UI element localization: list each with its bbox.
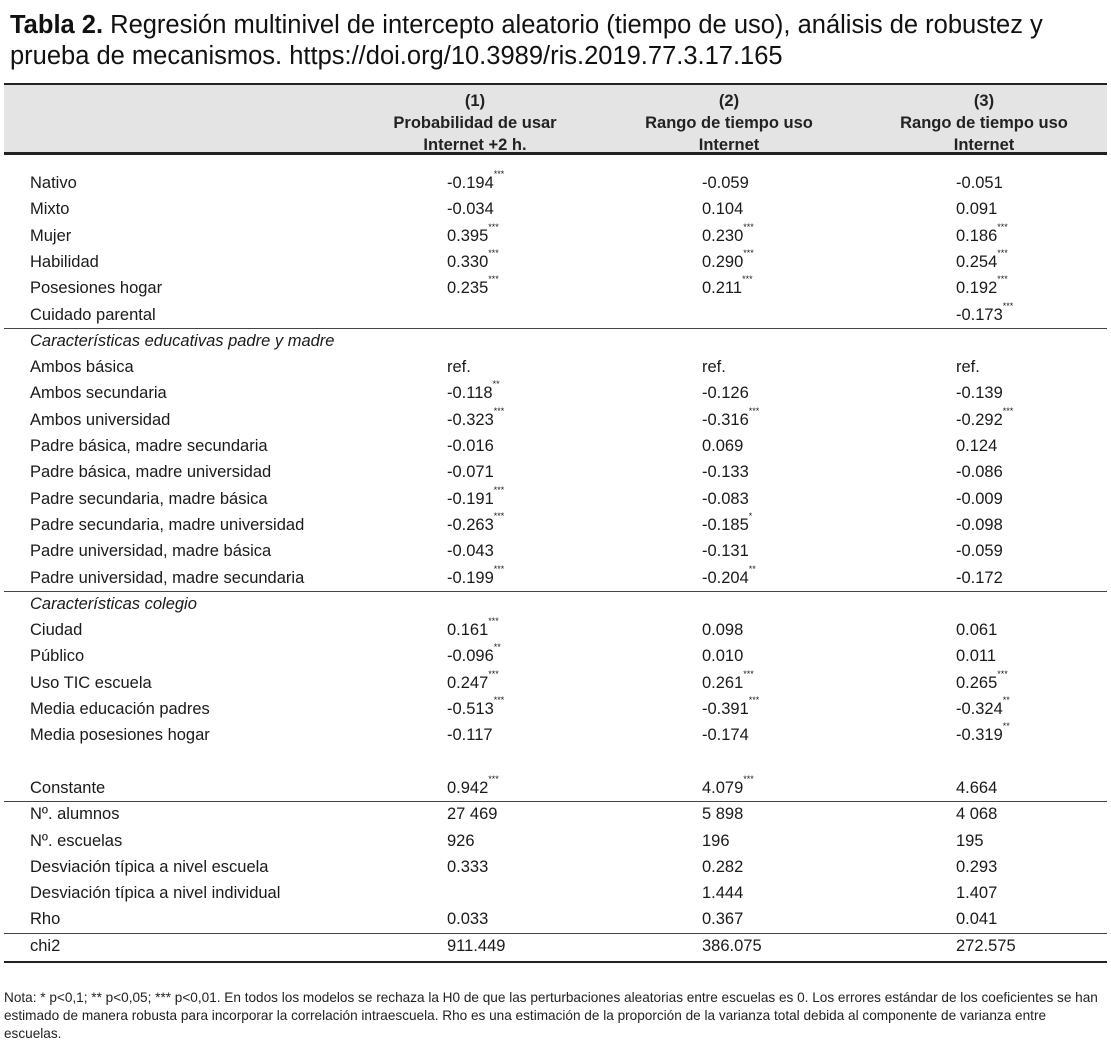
coefficient: 0.282	[702, 858, 744, 876]
value-cell-col1	[447, 828, 475, 854]
value-cell-col1	[447, 538, 494, 564]
coefficient: -0.071	[447, 463, 494, 481]
value-cell-col3	[956, 854, 997, 880]
coefficient: -0.323	[447, 411, 494, 429]
table-rule	[4, 933, 1107, 934]
table-row	[4, 828, 1107, 854]
table-rule	[4, 801, 1107, 802]
coefficient: -0.194	[447, 174, 494, 192]
value-cell-col1	[447, 196, 494, 222]
row-label: Media posesiones hogar	[30, 726, 210, 744]
coefficient: 0.091	[956, 200, 998, 218]
coefficient: -0.131	[702, 542, 749, 560]
significance-stars: ***	[493, 485, 505, 495]
table-row	[4, 433, 1107, 459]
value-cell-col3	[956, 249, 1008, 275]
coefficient: 196	[702, 832, 730, 850]
value-cell-col3	[956, 196, 997, 222]
significance-stars: ***	[488, 274, 499, 284]
coefficient: 911.449	[447, 937, 506, 955]
value-cell-col2	[702, 196, 743, 222]
coefficient: 4.664	[956, 779, 998, 797]
value-cell-col1	[447, 854, 488, 880]
table-row	[4, 538, 1107, 564]
table-row	[4, 275, 1107, 301]
value-cell-col1	[447, 565, 504, 591]
value-cell-col1	[447, 459, 494, 485]
value-cell-col2	[702, 801, 743, 827]
table-row	[4, 170, 1107, 196]
section-heading: Características educativas padre y madre	[30, 332, 335, 350]
value-cell-col3	[956, 486, 1003, 512]
value-cell-col3	[956, 170, 1003, 196]
value-cell-col2	[702, 906, 743, 932]
value-cell-col2	[702, 617, 743, 643]
table-row	[4, 354, 1107, 380]
coefficient: -0.204	[702, 569, 749, 587]
value-cell-col1	[447, 933, 505, 959]
significance-stars: ***	[493, 406, 505, 416]
row-label: Rho	[30, 910, 61, 928]
coefficient: 0.293	[956, 858, 998, 876]
significance-stars: **	[748, 564, 756, 574]
coefficient: -0.086	[956, 463, 1003, 481]
table-row	[4, 854, 1107, 880]
coefficient: 0.161	[447, 621, 489, 639]
table-row	[4, 565, 1107, 591]
row-label: Ambos secundaria	[30, 384, 167, 402]
table-row	[4, 407, 1107, 433]
coefficient: -0.292	[956, 411, 1003, 429]
significance-stars: ***	[488, 774, 499, 784]
coefficient: -0.316	[702, 411, 749, 429]
coefficient: 4 068	[956, 805, 998, 823]
value-cell-col3	[956, 512, 1003, 538]
value-cell-col3	[956, 722, 1010, 748]
section-heading-row	[4, 328, 1107, 354]
coefficient: -0.319	[956, 726, 1003, 744]
value-cell-col3	[956, 880, 997, 906]
significance-stars: ***	[748, 695, 760, 705]
value-cell-col1	[447, 486, 504, 512]
value-cell-col1	[447, 249, 499, 275]
value-cell-col1	[447, 775, 499, 801]
table-row	[4, 302, 1107, 328]
significance-stars: **	[1002, 695, 1010, 705]
coefficient: 0.235	[447, 279, 489, 297]
row-label: Nº. escuelas	[30, 832, 123, 850]
value-cell-col2	[702, 223, 754, 249]
row-label: chi2	[30, 937, 61, 955]
value-cell-col3	[956, 801, 997, 827]
coefficient: 0.104	[702, 200, 744, 218]
coefficient: -0.059	[956, 542, 1003, 560]
value-cell-col3	[956, 670, 1008, 696]
coefficient: -0.513	[447, 700, 494, 718]
coefficient: 0.124	[956, 437, 998, 455]
value-cell-col1	[447, 512, 504, 538]
significance-stars: ***	[488, 616, 499, 626]
coefficient: ref.	[447, 358, 471, 376]
coefficient: 0.041	[956, 910, 998, 928]
value-cell-col1	[447, 617, 499, 643]
coefficient: -0.126	[702, 384, 749, 402]
significance-stars: ***	[997, 669, 1008, 679]
significance-stars: ***	[488, 669, 499, 679]
value-cell-col3	[956, 223, 1008, 249]
value-cell-col1	[447, 670, 499, 696]
row-label: Mujer	[30, 227, 72, 245]
significance-stars: ***	[488, 248, 499, 258]
column-title-line1: Probabilidad de usar	[393, 114, 557, 132]
table-row	[4, 223, 1107, 249]
value-cell-col3	[956, 906, 997, 932]
table-row	[4, 670, 1107, 696]
column-title-line2: Internet +2 h.	[423, 136, 527, 154]
value-cell-col3	[956, 696, 1010, 722]
coefficient: 5 898	[702, 805, 744, 823]
significance-stars: ***	[1002, 301, 1014, 311]
coefficient: 0.367	[702, 910, 744, 928]
row-label: Nativo	[30, 174, 77, 192]
value-cell-col3	[956, 617, 997, 643]
column-header-3	[859, 90, 1109, 156]
coefficient: 4.079	[702, 779, 744, 797]
table-row	[4, 617, 1107, 643]
coefficient: 1.407	[956, 884, 998, 902]
coefficient: -0.118	[447, 384, 493, 402]
value-cell-col1	[447, 354, 471, 380]
value-cell-col1	[447, 643, 501, 669]
value-cell-col2	[702, 249, 754, 275]
coefficient: -0.098	[956, 516, 1003, 534]
row-label: Padre universidad, madre secundaria	[30, 569, 305, 587]
significance-stars: **	[493, 642, 501, 652]
value-cell-col3	[956, 354, 980, 380]
value-cell-col1	[447, 801, 497, 827]
value-cell-col3	[956, 775, 997, 801]
value-cell-col2	[702, 407, 759, 433]
coefficient: 0.265	[956, 674, 998, 692]
value-cell-col1	[447, 722, 493, 748]
value-cell-col2	[702, 880, 743, 906]
value-cell-col3	[956, 407, 1013, 433]
significance-stars: ***	[1002, 406, 1014, 416]
table-row	[4, 775, 1107, 801]
coefficient: 0.033	[447, 910, 489, 928]
coefficient: 0.330	[447, 253, 489, 271]
table-row	[4, 512, 1107, 538]
table-header	[4, 83, 1107, 155]
significance-stars: ***	[743, 669, 754, 679]
value-cell-col2	[702, 828, 730, 854]
significance-stars: ***	[493, 511, 505, 521]
row-label: Padre secundaria, madre básica	[30, 490, 268, 508]
regression-table	[4, 83, 1107, 976]
coefficient: 0.261	[702, 674, 744, 692]
coefficient: 0.395	[447, 227, 489, 245]
table-row	[4, 696, 1107, 722]
table-row	[4, 459, 1107, 485]
coefficient: -0.133	[702, 463, 749, 481]
row-label: Desviación típica a nivel escuela	[30, 858, 269, 876]
value-cell-col1	[447, 433, 494, 459]
coefficient: 926	[447, 832, 475, 850]
coefficient: 0.230	[702, 227, 744, 245]
coefficient: 0.098	[702, 621, 744, 639]
column-header-2	[604, 90, 854, 156]
coefficient: -0.174	[702, 726, 749, 744]
coefficient: 0.942	[447, 779, 489, 797]
value-cell-col3	[956, 933, 1016, 959]
coefficient: 0.186	[956, 227, 998, 245]
value-cell-col2	[702, 354, 726, 380]
value-cell-col2	[702, 775, 754, 801]
table-row	[4, 880, 1107, 906]
coefficient: -0.016	[447, 437, 494, 455]
section-heading-row	[4, 591, 1107, 617]
row-label: Mixto	[30, 200, 70, 218]
value-cell-col1	[447, 380, 500, 406]
significance-stars: ***	[743, 222, 754, 232]
value-cell-col3	[956, 275, 1008, 301]
row-label: Padre universidad, madre básica	[30, 542, 272, 560]
value-cell-col1	[447, 275, 499, 301]
significance-stars: ***	[997, 248, 1008, 258]
significance-stars: ***	[997, 274, 1008, 284]
value-cell-col3	[956, 459, 1003, 485]
coefficient: 272.575	[956, 937, 1016, 955]
coefficient: 386.075	[702, 937, 762, 955]
value-cell-col1	[447, 696, 504, 722]
coefficient: ref.	[956, 358, 980, 376]
value-cell-col2	[702, 643, 743, 669]
value-cell-col3	[956, 565, 1003, 591]
value-cell-col3	[956, 828, 984, 854]
value-cell-col2	[702, 933, 762, 959]
table-rule	[4, 591, 1107, 592]
value-cell-col2	[702, 565, 756, 591]
coefficient: -0.173	[956, 306, 1003, 324]
value-cell-col2	[702, 696, 759, 722]
value-cell-col3	[956, 433, 997, 459]
coefficient: -0.263	[447, 516, 494, 534]
row-label: Ciudad	[30, 621, 83, 639]
column-header-1	[350, 90, 600, 156]
column-number: (2)	[718, 92, 740, 110]
value-cell-col3	[956, 643, 996, 669]
significance-stars: ***	[743, 248, 754, 258]
caption-label: Tabla 2.	[10, 11, 104, 39]
row-label: Padre básica, madre universidad	[30, 463, 272, 481]
coefficient: -0.191	[447, 490, 494, 508]
table-row	[4, 933, 1107, 959]
caption-text: Regresión multinivel de intercepto aleatorio (tiempo de uso), análisis de robustez y prueba de mecanismos. https://doi.org/10.3989/ris.2019.77.3.17.165	[10, 11, 1043, 70]
row-label: Público	[30, 647, 85, 665]
table-caption	[10, 10, 1105, 72]
coefficient: 0.192	[956, 279, 998, 297]
row-label: Padre básica, madre secundaria	[30, 437, 268, 455]
significance-stars: ***	[493, 169, 505, 179]
coefficient: -0.117	[447, 726, 493, 744]
table-row	[4, 801, 1107, 827]
value-cell-col1	[447, 223, 499, 249]
table-row	[4, 643, 1107, 669]
coefficient: 0.069	[702, 437, 744, 455]
section-heading: Características colegio	[30, 595, 197, 613]
row-label: Desviación típica a nivel individual	[30, 884, 281, 902]
table-row	[4, 249, 1107, 275]
coefficient: -0.139	[956, 384, 1003, 402]
coefficient: 0.247	[447, 674, 489, 692]
coefficient: -0.059	[702, 174, 749, 192]
coefficient: -0.199	[447, 569, 494, 587]
row-label: Habilidad	[30, 253, 99, 271]
coefficient: 0.333	[447, 858, 489, 876]
value-cell-col2	[702, 275, 753, 301]
column-title-line2: Internet	[953, 136, 1015, 154]
column-title-line2: Internet	[698, 136, 760, 154]
coefficient: 0.010	[702, 647, 744, 665]
value-cell-col2	[702, 433, 743, 459]
significance-stars: **	[492, 379, 500, 389]
value-cell-col2	[702, 854, 743, 880]
row-label: Cuidado parental	[30, 306, 156, 324]
column-title-line1: Rango de tiempo uso	[645, 114, 813, 132]
row-label: Padre secundaria, madre universidad	[30, 516, 305, 534]
value-cell-col2	[702, 722, 749, 748]
significance-stars: *	[748, 511, 753, 521]
significance-stars: ***	[743, 774, 754, 784]
value-cell-col2	[702, 538, 749, 564]
value-cell-col3	[956, 380, 1003, 406]
table-rule	[4, 328, 1107, 329]
coefficient: -0.051	[956, 174, 1003, 192]
table-rule	[4, 961, 1107, 963]
coefficient: -0.083	[702, 490, 749, 508]
coefficient: 0.061	[956, 621, 998, 639]
value-cell-col3	[956, 538, 1003, 564]
row-label: Nº. alumnos	[30, 805, 120, 823]
value-cell-col1	[447, 906, 488, 932]
table-row	[4, 486, 1107, 512]
table-row	[4, 722, 1107, 748]
value-cell-col2	[702, 380, 749, 406]
coefficient: ref.	[702, 358, 726, 376]
coefficient: -0.324	[956, 700, 1003, 718]
table-row	[4, 906, 1107, 932]
value-cell-col2	[702, 512, 752, 538]
table-note: Nota: * p<0,1; ** p<0,05; *** p<0,01. En todos los modelos se rechaza la H0 de que las perturbaciones aleatorias entre escuelas es 0. Los errores estándar de los coeficientes se han estimado de manera robusta para incorporar la correlación intraescuela. Rho es una estimación de la proporción de la varianza total debida al componente de varianza entre escuelas.	[4, 990, 1098, 1041]
value-cell-col2	[702, 670, 754, 696]
significance-stars: ***	[742, 274, 753, 284]
coefficient: -0.009	[956, 490, 1003, 508]
row-label: Ambos básica	[30, 358, 134, 376]
coefficient: 27 469	[447, 805, 498, 823]
significance-stars: ***	[493, 695, 505, 705]
coefficient: -0.391	[702, 700, 749, 718]
significance-stars: ***	[488, 222, 499, 232]
significance-stars: ***	[997, 222, 1008, 232]
table-row	[4, 196, 1107, 222]
row-label: Posesiones hogar	[30, 279, 163, 297]
significance-stars: ***	[748, 406, 760, 416]
coefficient: 0.011	[956, 647, 997, 665]
row-label: Media educación padres	[30, 700, 210, 718]
significance-stars: ***	[493, 564, 505, 574]
coefficient: 0.211	[702, 279, 743, 297]
table-row	[4, 380, 1107, 406]
row-label: Uso TIC escuela	[30, 674, 152, 692]
significance-stars: **	[1002, 721, 1010, 731]
coefficient: 0.254	[956, 253, 998, 271]
value-cell-col2	[702, 459, 749, 485]
coefficient: 195	[956, 832, 984, 850]
coefficient: -0.172	[956, 569, 1003, 587]
column-number: (1)	[464, 92, 486, 110]
column-title-line1: Rango de tiempo uso	[900, 114, 1068, 132]
coefficient: -0.034	[447, 200, 494, 218]
coefficient: 0.290	[702, 253, 744, 271]
value-cell-col1	[447, 407, 504, 433]
column-number: (3)	[973, 92, 995, 110]
value-cell-col2	[702, 170, 749, 196]
coefficient: 1.444	[702, 884, 744, 902]
row-label: Constante	[30, 779, 106, 797]
value-cell-col2	[702, 486, 749, 512]
row-label: Ambos universidad	[30, 411, 171, 429]
coefficient: -0.043	[447, 542, 494, 560]
coefficient: -0.096	[447, 647, 494, 665]
coefficient: -0.185	[702, 516, 749, 534]
value-cell-col1	[447, 170, 504, 196]
value-cell-col3	[956, 302, 1013, 328]
